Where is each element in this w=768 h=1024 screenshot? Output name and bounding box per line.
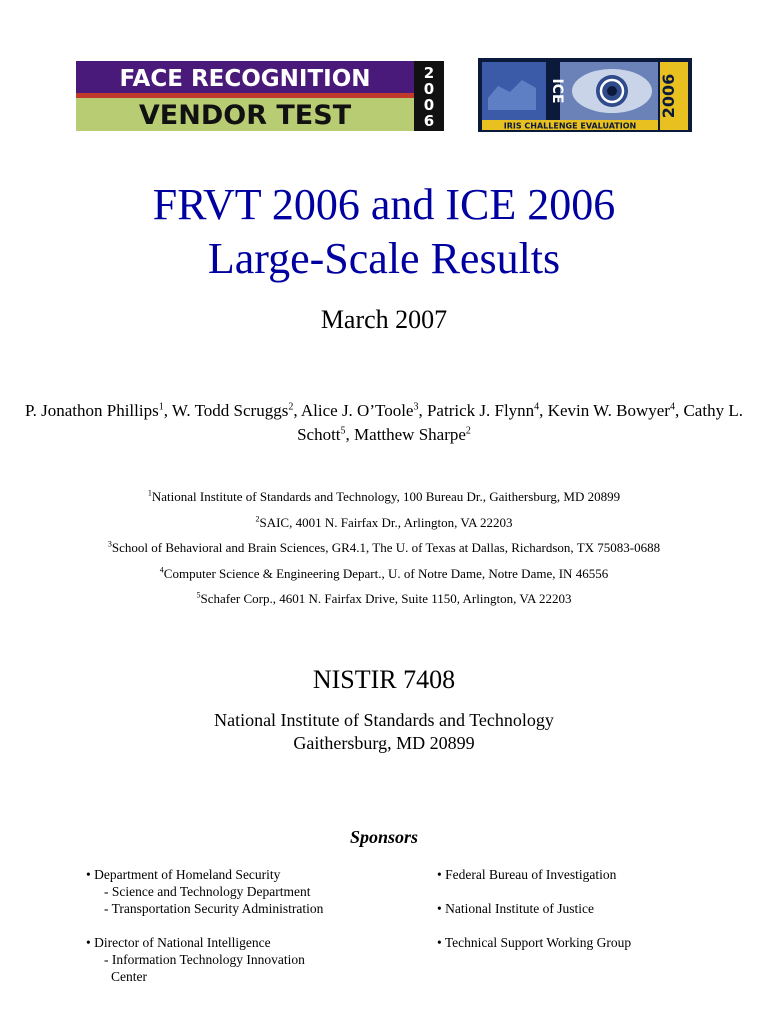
- affiliation-item: [0, 510, 768, 536]
- author-affiliation-mark: 5: [340, 425, 346, 437]
- affiliation-text: Computer Science & Engineering Depart., U. of Notre Dame, Notre Dame, IN 46556: [163, 565, 609, 581]
- frvt-year-digit: 0: [423, 80, 435, 98]
- publication-date: March 2007: [320, 305, 448, 334]
- publisher-name: National Institute of Standards and Technology: [214, 710, 554, 730]
- sponsor-subitem: - Science and Technology Department: [104, 884, 311, 899]
- author-affiliation-mark: 1: [158, 401, 164, 413]
- author-affiliation-mark: 4: [669, 401, 675, 413]
- affiliation-item: [0, 484, 768, 510]
- frvt-year-digit: 2: [423, 64, 435, 82]
- sponsor-item: • Technical Support Working Group: [437, 935, 632, 950]
- ice-logo-year: 2006: [659, 73, 678, 119]
- frvt-logo-line2: VENDOR TEST: [138, 100, 352, 131]
- affiliation-item: [0, 561, 768, 587]
- author-name: W. Todd Scruggs: [171, 401, 289, 420]
- affiliation-text: School of Behavioral and Brain Sciences, GR4.1, The U. of Texas at Dallas, Richardson, TX 75083-0688: [111, 540, 661, 556]
- ice-logo: [478, 58, 692, 132]
- author-affiliation-mark: 3: [413, 401, 419, 413]
- publisher: [0, 709, 768, 755]
- affiliation-number: 5: [196, 591, 201, 601]
- sponsor-subitem: - Information Technology Innovation: [104, 952, 305, 967]
- affiliation-number: 2: [255, 514, 260, 524]
- sponsor-subitem: - Transportation Security Administration: [104, 901, 324, 916]
- title-line-1: FRVT 2006 and ICE 2006: [152, 180, 616, 229]
- author-name: Kevin W. Bowyer: [547, 401, 670, 420]
- author-affiliation-mark: 2: [465, 425, 471, 437]
- author-name: Patrick J. Flynn: [426, 401, 535, 420]
- author-name: Matthew Sharpe: [354, 425, 466, 444]
- spacer: [437, 883, 737, 900]
- frvt-year-digit: 0: [423, 96, 435, 114]
- author-list: P. Jonathon Phillips$^1$, W. Todd Scruggs$^2$, Alice J. O’Toole$^3$, Patrick J. Flynn$^4$, Kevin W. Bowyer$^4$, Cathy L. Schott$^5$, Matthew Sharpe$^2$: [25, 401, 743, 444]
- sponsor-item: • Director of National Intelligence: [86, 935, 271, 950]
- affiliation-text: SAIC, 4001 N. Fairfax Dr., Arlington, VA 22203: [259, 514, 513, 530]
- frvt-year-digit: 6: [423, 112, 435, 130]
- affiliation-text: National Institute of Standards and Technology, 100 Bureau Dr., Gaithersburg, MD 20899: [151, 489, 621, 504]
- affiliation-number: 1: [147, 488, 152, 498]
- author-affiliation-mark: 4: [534, 401, 540, 413]
- spacer: [86, 917, 386, 934]
- affiliation-item: [0, 586, 768, 612]
- frvt-logo: [76, 61, 444, 131]
- sponsor-subitem: Center: [111, 969, 147, 984]
- sponsor-item: • Federal Bureau of Investigation: [437, 867, 617, 882]
- ice-logo-acronym: ICE: [549, 78, 565, 104]
- author-affiliation-mark: 2: [288, 401, 294, 413]
- affiliation-number: 4: [159, 565, 164, 575]
- sponsor-item: • Department of Homeland Security: [86, 867, 281, 882]
- author-name: Cathy L. Schott: [297, 401, 743, 444]
- author-name: Alice J. O’Toole: [300, 401, 414, 420]
- author-name: P. Jonathon Phillips: [25, 401, 159, 420]
- report-number: NISTIR 7408: [312, 665, 456, 694]
- sponsors-heading: Sponsors: [349, 827, 419, 847]
- sponsor-item: • National Institute of Justice: [437, 901, 594, 916]
- document-title: [0, 178, 768, 286]
- title-line-2: Large-Scale Results: [207, 234, 561, 283]
- publisher-location: Gaithersburg, MD 20899: [293, 733, 475, 753]
- affiliation-text: Schafer Corp., 4601 N. Fairfax Drive, Suite 1150, Arlington, VA 22203: [200, 591, 572, 607]
- sponsors-left-column: [86, 866, 386, 985]
- sponsors-right-column: [437, 866, 737, 951]
- ice-logo-tagline: IRIS CHALLENGE EVALUATION: [503, 121, 637, 131]
- affiliation-number: 3: [107, 539, 112, 549]
- frvt-logo-line1: FACE RECOGNITION: [119, 66, 371, 92]
- affiliation-list: [0, 484, 768, 612]
- spacer: [437, 917, 737, 934]
- affiliation-item: [0, 535, 768, 561]
